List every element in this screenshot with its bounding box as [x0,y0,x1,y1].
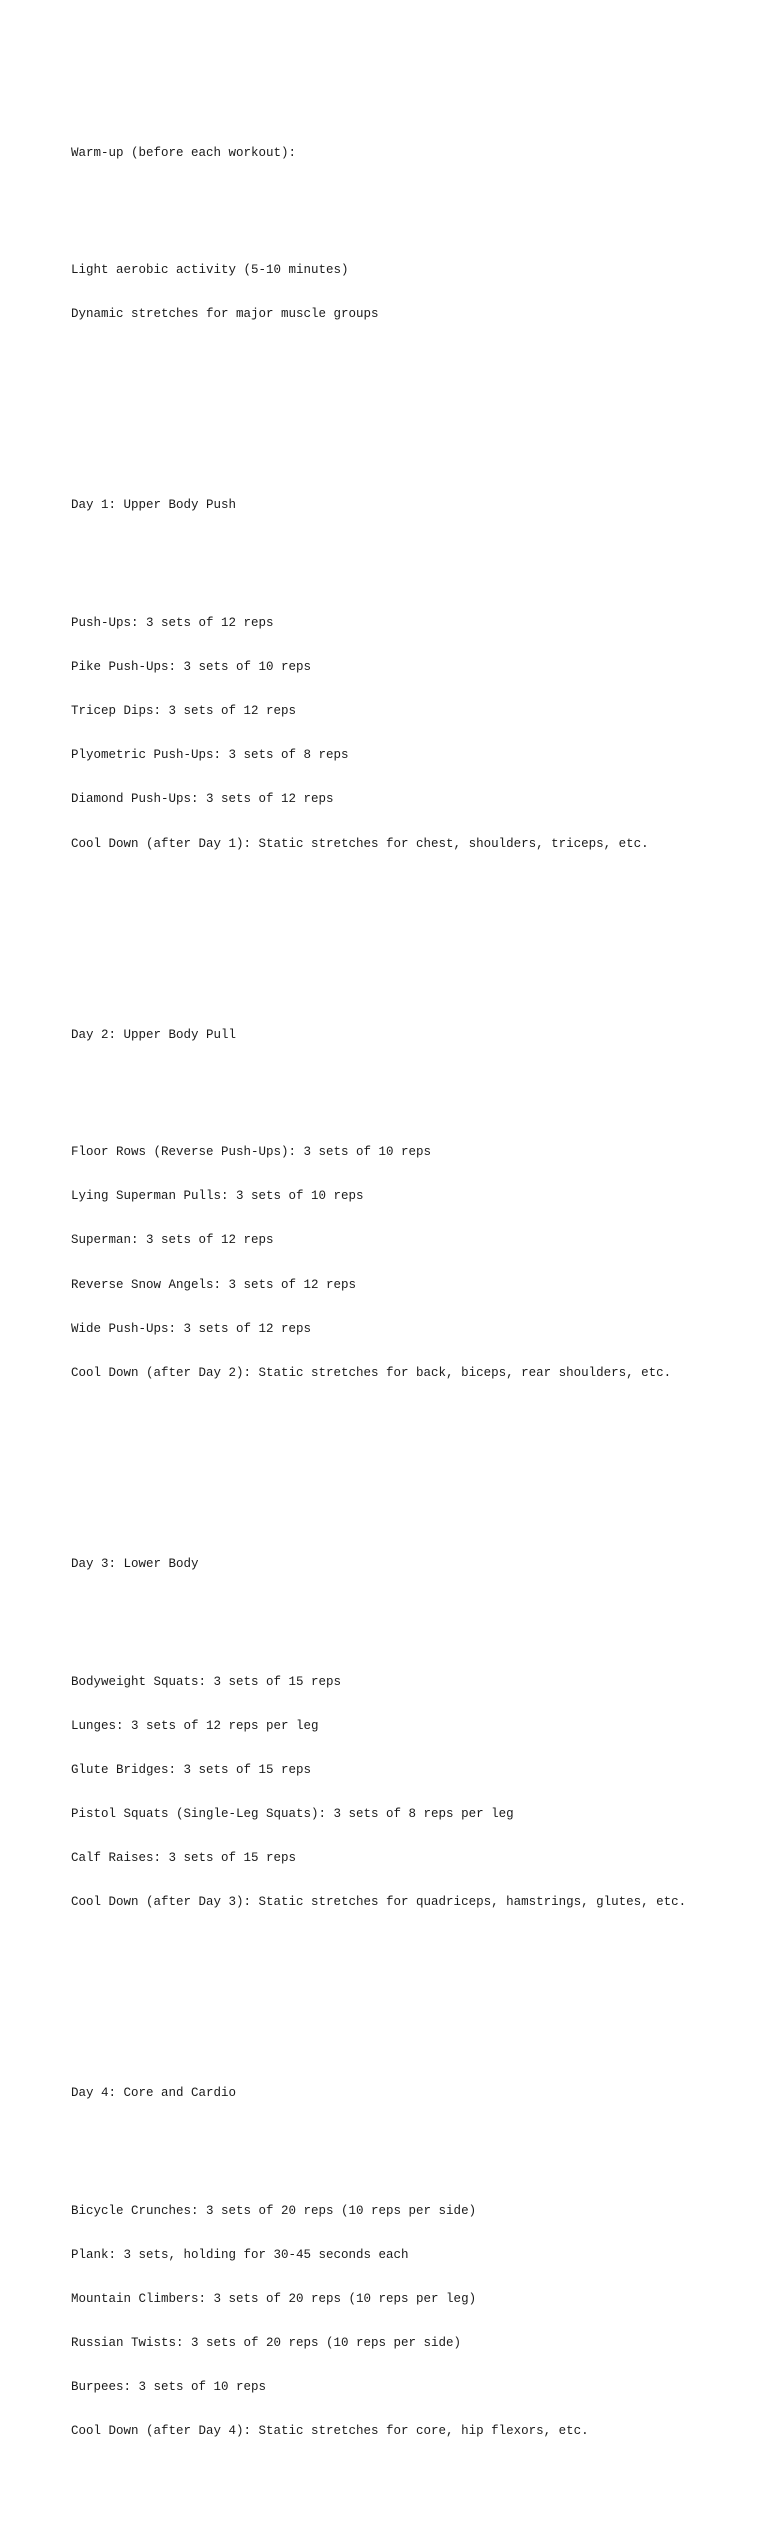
line-gap [71,190,731,205]
section-heading: Warm-up (before each workout): [71,145,297,160]
section-heading: Day 1: Upper Body Push [71,498,237,513]
list-item: Cool Down (after Day 3): Static stretches for quadriceps, hamstrings, glutes, etc. [71,1895,687,1910]
exercise-list [71,587,731,881]
line-gap [71,542,731,557]
workout-plan-text [71,72,731,2542]
list-item: Superman: 3 sets of 12 reps [71,1233,274,1248]
list-item: Wide Push-Ups: 3 sets of 12 reps [71,1321,312,1336]
list-item: Russian Twists: 3 sets of 20 reps (10 reps per side) [71,2336,462,2351]
line-gap [71,1439,731,1454]
exercise-list [71,2174,731,2468]
section-day-4 [71,2057,731,2498]
list-item: Lying Superman Pulls: 3 sets of 10 reps [71,1189,364,1204]
section-heading: Day 2: Upper Body Pull [71,1027,237,1042]
section-heading: Day 4: Core and Cardio [71,2086,237,2101]
list-item: Lunges: 3 sets of 12 reps per leg [71,1718,319,1733]
list-item: Cool Down (after Day 4): Static stretches for core, hip flexors, etc. [71,2424,589,2439]
list-item: Cool Down (after Day 1): Static stretches for chest, shoulders, triceps, etc. [71,836,649,851]
list-item: Floor Rows (Reverse Push-Ups): 3 sets of 10 reps [71,1145,432,1160]
list-item: Calf Raises: 3 sets of 15 reps [71,1850,297,1865]
list-item: Reverse Snow Angels: 3 sets of 12 reps [71,1277,357,1292]
list-item: Plyometric Push-Ups: 3 sets of 8 reps [71,748,349,763]
list-item: Glute Bridges: 3 sets of 15 reps [71,1762,312,1777]
section-day-2 [71,998,731,1483]
exercise-list [71,1645,731,1939]
list-item: Push-Ups: 3 sets of 12 reps [71,615,274,630]
section-warm-up [71,116,731,425]
line-gap [71,1601,731,1616]
list-item: Plank: 3 sets, holding for 30-45 seconds each [71,2247,409,2262]
section-heading: Day 3: Lower Body [71,1556,199,1571]
list-item: Burpees: 3 sets of 10 reps [71,2380,267,2395]
line-gap [71,381,731,396]
list-item: Diamond Push-Ups: 3 sets of 12 reps [71,792,334,807]
list-item: Pike Push-Ups: 3 sets of 10 reps [71,660,312,675]
section-day-3 [71,1528,731,2013]
line-gap [71,2130,731,2145]
section-day-1 [71,469,731,954]
list-item: Bicycle Crunches: 3 sets of 20 reps (10 reps per side) [71,2203,477,2218]
list-item: Pistol Squats (Single-Leg Squats): 3 sets of 8 reps per leg [71,1806,514,1821]
line-gap [71,1072,731,1087]
list-item: Bodyweight Squats: 3 sets of 15 reps [71,1674,342,1689]
exercise-list [71,234,731,352]
list-item: Dynamic stretches for major muscle groups [71,307,379,322]
line-gap [71,910,731,925]
list-item: Mountain Climbers: 3 sets of 20 reps (10 reps per leg) [71,2292,477,2307]
list-item: Tricep Dips: 3 sets of 12 reps [71,704,297,719]
exercise-list [71,1116,731,1410]
line-gap [71,1969,731,1984]
list-item: Cool Down (after Day 2): Static stretches for back, biceps, rear shoulders, etc. [71,1365,672,1380]
list-item: Light aerobic activity (5-10 minutes) [71,263,349,278]
